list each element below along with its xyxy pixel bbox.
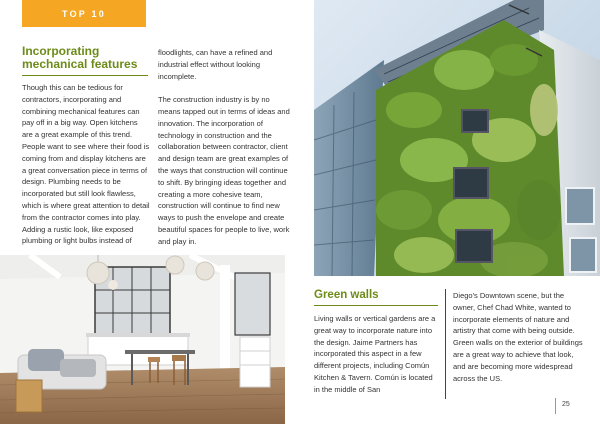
heading-rule xyxy=(314,305,438,306)
page-number: 25 xyxy=(562,401,570,408)
paragraph: Though this can be tedious for contractors, incorporating and combining mechanical features can pay off in a big way. Open kitchens are a great example of this trend. People want to see where their food is coming from and display kitchens are a great conversation piece in terms of design. Plumbing needs to be incorporated but still look flawless, which is where great attention to detail from the contractor comes into play. Adding a rustic look, like exposed plumbing or light bulbs instead of xyxy=(22,83,150,246)
paragraph: Diego's Downtown scene, but the owner, Chef Chad White, wanted to incorporate elements of nature and artistry that come with being outside. Green walls on the exterior of buildings are a great way to achieve that look, and are becoming more widespread across the US. xyxy=(453,291,583,383)
column-divider xyxy=(445,289,446,399)
body-column-3 xyxy=(314,313,440,396)
green-wall-building-photo xyxy=(314,0,600,276)
heading-rule xyxy=(22,75,148,76)
page-number-divider xyxy=(555,398,556,414)
green-wall-illustration xyxy=(314,0,600,276)
body-column-2 xyxy=(158,47,292,248)
paragraph: floodlights, can have a refined and industrial effect without looking incomplete. xyxy=(158,48,273,81)
section-tag-label: TOP 10 xyxy=(62,8,106,19)
body-column-4 xyxy=(453,290,585,384)
paragraph: Living walls or vertical gardens are a great way to incorporate nature into the design. Jaime Partners has incorporated this aspect in a few different projects, including Común Kitchen & Tavern. Común is located in the middle of San xyxy=(314,314,436,394)
paragraph: The construction industry is by no means tapped out in terms of ideas and innovation. The incorporation of technology in construction and the collaboration between contractor, client and design team are great examples of the ways that construction will continue to shift. By bringing ideas together and creating a more cohesive team, construction will continue to find new ways to push the envelope and create beautiful spaces for people to live, work and play in. xyxy=(158,95,290,246)
open-interior-kitchen-photo xyxy=(0,255,285,424)
heading-mechanical-features: Incorporating mechanical features xyxy=(22,44,138,71)
section-tag xyxy=(22,0,146,27)
interior-illustration xyxy=(0,255,285,424)
body-column-1 xyxy=(22,82,150,247)
heading-green-walls: Green walls xyxy=(314,289,379,301)
